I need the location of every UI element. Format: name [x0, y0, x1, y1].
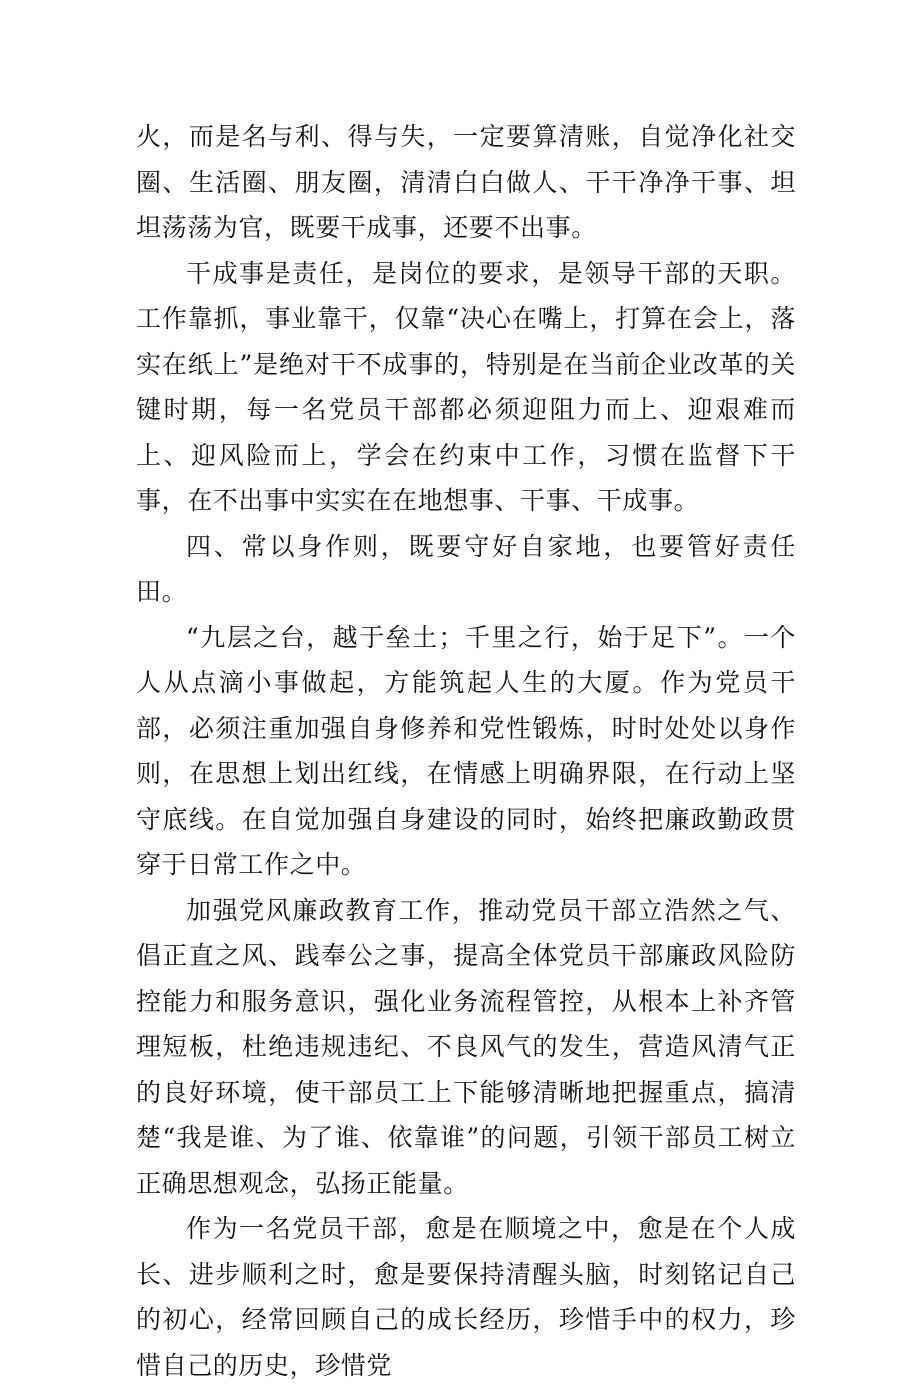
section-heading: 四、常以身作则，既要守好自家地，也要管好责任田。: [136, 531, 796, 606]
document-body: [136, 114, 796, 1388]
paragraph: 作为一名党员干部，愈是在顺境之中，愈是在个人成长、进步顺利之时，愈是要保持清醒头脑，时刻铭记自己的初心，经常回顾自己的成长经历，珍惜手中的权力，珍惜自己的历史，珍惜党: [136, 1214, 796, 1380]
paragraph-continuation: 火，而是名与利、得与失，一定要算清账，自觉净化社交圈、生活圈、朋友圈，清清白白做人、干干净净干事、坦坦荡荡为官，既要干成事，还要不出事。: [136, 122, 796, 242]
paragraph: 干成事是责任，是岗位的要求，是领导干部的天职。工作靠抓，事业靠干，仅靠“决心在嘴上，打算在会上，落实在纸上”是绝对干不成事的，特别是在当前企业改革的关键时期，每一名党员干部都必须迎阻力而上、迎艰难而上、迎风险而上，学会在约束中工作，习惯在监督下干事，在不出事中实实在在地想事、干事、干成事。: [136, 258, 796, 515]
paragraph: 加强党风廉政教育工作，推动党员干部立浩然之气、倡正直之风、践奉公之事，提高全体党员干部廉政风险防控能力和服务意识，强化业务流程管控，从根本上补齐管理短板，杜绝违规违纪、不良风气的发生，营造风清气正的良好环境，使干部员工上下能够清晰地把握重点，搞清楚“我是谁、为了谁、依靠谁”的问题，引领干部员工树立正确思想观念，弘扬正能量。: [136, 895, 796, 1198]
paragraph: “九层之台，越于垒土；千里之行，始于足下”。一个人从点滴小事做起，方能筑起人生的大厦。作为党员干部，必须注重加强自身修养和党性锻炼，时时处处以身作则，在思想上划出红线，在情感上明确界限，在行动上坚守底线。在自觉加强自身建设的同时，始终把廉政勤政贯穿于日常工作之中。: [136, 622, 796, 879]
